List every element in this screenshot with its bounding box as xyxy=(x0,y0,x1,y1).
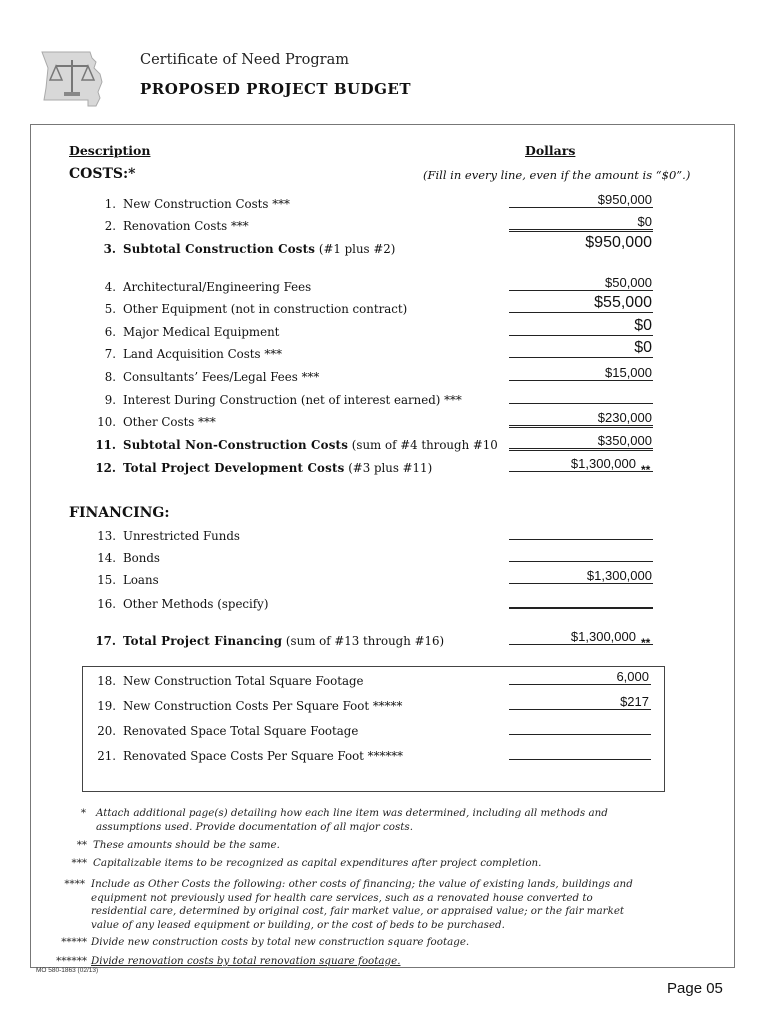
value-underline xyxy=(509,403,653,404)
value-underline xyxy=(509,644,653,645)
line-label-bold: Subtotal Non-Construction Costs xyxy=(123,438,349,452)
line-number: 16. xyxy=(97,597,116,611)
value-underline xyxy=(509,380,653,381)
line-label: Renovation Costs *** xyxy=(123,219,249,233)
line-label-rest: (sum of #13 through #16) xyxy=(282,634,445,648)
line-label xyxy=(123,634,444,648)
financing-line-16 xyxy=(0,597,770,615)
line-value-field[interactable]: $15,000 xyxy=(605,365,652,380)
line-label: Other Equipment (not in construction contract) xyxy=(123,302,408,316)
value-underline xyxy=(509,312,653,313)
cost-line-5 xyxy=(0,294,770,320)
line-label: Other Costs *** xyxy=(123,415,216,429)
line-label: Loans xyxy=(123,573,159,587)
footnote-6 xyxy=(56,955,651,969)
line-label-rest: (#3 plus #11) xyxy=(344,461,433,475)
page-title: PROPOSED PROJECT BUDGET xyxy=(140,80,411,98)
line-label: Renovated Space Total Square Footage xyxy=(123,724,359,738)
line-number: 2. xyxy=(104,219,116,233)
financing-line-13 xyxy=(0,529,770,547)
line-value-field[interactable]: $950,000 xyxy=(597,192,652,207)
line-number: 11. xyxy=(95,438,116,452)
cost-line-8 xyxy=(0,365,770,388)
line-number: 15. xyxy=(97,573,116,587)
sqft-line-19 xyxy=(0,694,770,717)
cost-line-11-subtotal xyxy=(0,433,770,456)
line-label: Consultants’ Fees/Legal Fees *** xyxy=(123,370,320,384)
footnote-text: These amounts should be the same. xyxy=(93,839,280,851)
dollars-column-header: Dollars xyxy=(525,143,576,158)
financing-line-15 xyxy=(0,568,770,591)
footnote-mark: ****** xyxy=(56,955,87,967)
line-number: 21. xyxy=(97,749,116,763)
line-value-field[interactable]: $0 xyxy=(637,214,652,229)
sqft-line-20 xyxy=(0,724,770,742)
value-underline xyxy=(509,335,653,336)
line-number: 8. xyxy=(104,370,116,384)
value-underline xyxy=(509,357,653,358)
line-number: 19. xyxy=(97,699,116,713)
line-label: Renovated Space Costs Per Square Foot ****** xyxy=(123,749,404,763)
line-label xyxy=(123,438,498,452)
value-double-underline xyxy=(509,448,653,451)
line-number: 6. xyxy=(104,325,116,339)
footnote-mark: *** xyxy=(71,857,87,869)
footnote-marker: ** xyxy=(641,463,651,477)
costs-section-heading: COSTS:* xyxy=(69,166,136,182)
line-number: 12. xyxy=(95,461,116,475)
footnote-3 xyxy=(71,857,653,871)
footnote-mark: ***** xyxy=(61,936,87,948)
cost-line-10 xyxy=(0,410,770,433)
value-underline xyxy=(509,583,653,584)
line-label: New Construction Costs Per Square Foot ***** xyxy=(123,699,403,713)
footnote-5 xyxy=(61,936,651,950)
line-number: 5. xyxy=(104,302,116,316)
cost-line-1 xyxy=(0,192,770,215)
footnote-text: Divide renovation costs by total renovation square footage. xyxy=(91,955,401,967)
line-number: 18. xyxy=(97,674,116,688)
line-label-bold: Subtotal Construction Costs xyxy=(123,242,316,256)
line-label: Unrestricted Funds xyxy=(123,529,240,543)
value-double-underline xyxy=(509,229,653,232)
line-label: New Construction Total Square Footage xyxy=(123,674,364,688)
footnote-marker: ** xyxy=(641,636,651,650)
line-number: 13. xyxy=(97,529,116,543)
value-underline xyxy=(509,759,651,760)
line-value-field[interactable]: $230,000 xyxy=(597,410,652,425)
line-number: 9. xyxy=(104,393,116,407)
line-value-field[interactable]: $1,300,000 xyxy=(570,456,636,471)
line-number: 1. xyxy=(104,197,116,211)
footnote-1 xyxy=(80,807,656,834)
cost-line-6 xyxy=(0,317,770,343)
cost-line-9 xyxy=(0,393,770,411)
line-value-field[interactable]: $0 xyxy=(634,339,652,356)
value-underline xyxy=(509,207,653,208)
line-value-field[interactable]: $1,300,000 xyxy=(586,568,652,583)
footnote-2 xyxy=(76,839,653,853)
value-double-underline xyxy=(509,425,653,428)
line-label: New Construction Costs *** xyxy=(123,197,290,211)
value-underline xyxy=(509,561,653,562)
line-value-field[interactable]: $1,300,000 xyxy=(570,629,636,644)
form-code: MO 580-1863 (02/13) xyxy=(36,967,99,974)
line-label: Land Acquisition Costs *** xyxy=(123,347,283,361)
line-value-field[interactable]: $217 xyxy=(620,694,649,709)
footnote-mark: * xyxy=(80,807,86,819)
line-label: Major Medical Equipment xyxy=(123,325,280,339)
line-number: 14. xyxy=(97,551,116,565)
financing-section-heading: FINANCING: xyxy=(69,505,170,521)
cost-line-12-total xyxy=(0,456,770,479)
cost-line-4 xyxy=(0,275,770,298)
program-name: Certificate of Need Program xyxy=(140,52,349,68)
line-number: 4. xyxy=(104,280,116,294)
line-label-rest: (#1 plus #2) xyxy=(315,242,396,256)
description-column-header: Description xyxy=(69,143,151,158)
footnote-text: Capitalizable items to be recognized as capital expenditures after project completion. xyxy=(93,857,542,869)
value-underline xyxy=(509,290,653,291)
line-label-bold: Total Project Financing xyxy=(123,634,283,648)
value-underline xyxy=(509,709,651,710)
value-underline xyxy=(509,471,653,472)
line-value-field[interactable]: $55,000 xyxy=(594,294,652,311)
cost-line-7 xyxy=(0,339,770,365)
value-underline xyxy=(509,607,653,609)
footnote-mark: **** xyxy=(64,878,85,890)
value-underline xyxy=(509,539,653,540)
footnote-text: Attach additional page(s) detailing how each line item was determined, including all methods and assumptions used. Provide documentation of all major costs. xyxy=(96,807,608,833)
line-number: 3. xyxy=(103,242,116,256)
value-underline xyxy=(509,684,651,685)
line-number: 7. xyxy=(104,347,116,361)
value-underline xyxy=(509,734,651,735)
line-label xyxy=(123,242,395,256)
line-label: Architectural/Engineering Fees xyxy=(123,280,312,294)
line-label: Other Methods (specify) xyxy=(123,597,269,611)
line-value-field[interactable]: 6,000 xyxy=(616,669,649,684)
missouri-seal-icon xyxy=(38,48,106,110)
footnote-mark: ** xyxy=(76,839,87,851)
line-number: 20. xyxy=(97,724,116,738)
line-value-field[interactable]: $0 xyxy=(634,317,652,334)
line-value-field[interactable]: $350,000 xyxy=(597,433,652,448)
sqft-line-21 xyxy=(0,749,770,767)
line-label: Bonds xyxy=(123,551,160,565)
line-number: 10. xyxy=(97,415,116,429)
footnote-text: Divide new construction costs by total new construction square footage. xyxy=(91,936,470,948)
page-number: Page 05 xyxy=(667,980,723,997)
financing-line-14 xyxy=(0,551,770,569)
line-value-field[interactable]: $50,000 xyxy=(605,275,652,290)
sqft-line-18 xyxy=(0,669,770,692)
cost-line-2 xyxy=(0,214,770,237)
fill-instruction-note: (Fill in every line, even if the amount is “$0”.) xyxy=(423,168,691,182)
line-label-bold: Total Project Development Costs xyxy=(123,461,345,475)
line-value-field[interactable]: $950,000 xyxy=(585,234,652,251)
footnote-text: Include as Other Costs the following: other costs of financing; the value of existing lands, buildings and equipment not previously used for health care services, such as a renovated house converted to residential care, determined by original cost, fair market value, or appraised value; or the fair market value of any leased equipment or building, or the cost of beds to be purchased. xyxy=(91,878,633,931)
line-label xyxy=(123,461,432,475)
financing-line-17-total xyxy=(0,629,770,652)
line-label-rest: (sum of #4 through #10 xyxy=(348,438,498,452)
line-number: 17. xyxy=(95,634,116,648)
line-label: Interest During Construction (net of interest earned) *** xyxy=(123,393,462,407)
cost-line-3-subtotal xyxy=(0,234,770,260)
footnote-4 xyxy=(64,878,651,932)
